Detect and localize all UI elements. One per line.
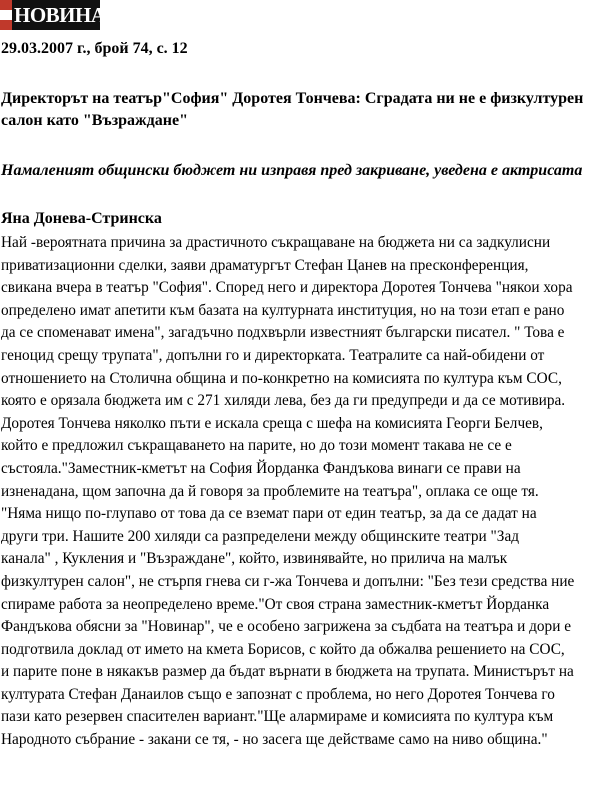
body-line: състояла."Заместник-кметът на София Йорданка Фандъкова винаги се прави на <box>1 459 521 477</box>
body-line: "Няма нищо по-глупаво от това да се вземат пари от един театър, за да се дадат на <box>1 505 537 523</box>
body-line: спираме работа за неопределено време."От своя страна заместник-кметът Йорданка <box>1 595 550 613</box>
article-subtitle: Намаленият общински бюджет ни изправя пред закриване, уведена е актрисата <box>1 162 583 179</box>
body-line: културата Стефан Данаилов също е запознат с проблема, но него Доротея Тончева го <box>1 685 555 703</box>
body-line: който е предложил съкращаването на парите, но до този момент такава не се е <box>1 437 512 455</box>
article-author: Яна Донева-Стринска <box>1 210 162 227</box>
body-line: определено имат апетити към базата на културната институция, но на този етап е рано <box>1 301 565 319</box>
body-line: канала" , Кукления и "Възраждане", който, извинявайте, но прилича на малък <box>1 550 508 568</box>
body-line: пази като резервен спасителен вариант."Ще алармираме и комисията по култура към <box>1 708 554 726</box>
flag-stripe-icon <box>0 0 12 30</box>
body-line: геноцид срещу трупата", допълни го и директорката. Театралите са най-обидени от <box>1 346 545 364</box>
body-line: отношението на Столична община и по-конкретно на комисията по култура към СОС, <box>1 369 562 387</box>
newspaper-logo <box>0 0 118 30</box>
body-line: физкултурен салон", не стърпя гнева си г-жа Тончева и допълни: "Без тези средства ние <box>1 572 575 590</box>
article-body <box>1 232 600 752</box>
body-line: други три. Нашите 200 хиляди са разпределени между общинските театри "Зад <box>1 527 520 545</box>
article-headline: Директорът на театър"София" Доротея Тончева: Сградата ни не е физкултурен салон като "Възраждане" <box>1 90 584 129</box>
body-line: която е орязала бюджета им с 271 хиляди лева, без да ги предупреди и да се мотивира. <box>1 392 566 410</box>
body-line: Най -вероятната причина за драстичното съкращаване на бюджета ни са задкулисни <box>1 234 551 251</box>
body-line: и парите поне в някакъв размер да бъдат върнати в бюджета на трупата. Министърът на <box>1 663 574 681</box>
body-line: Народното събрание - закани се тя, - но засега ще действаме само на ниво община." <box>1 731 548 749</box>
logo-text: НОВИНАР <box>14 3 118 27</box>
body-line: изненадана, щом започна да й говоря за проблемите на театъра", оплака се още тя. <box>1 482 539 500</box>
body-line: подготвила доклад от името на кмета Борисов, с който да обжалва решението на СОС, <box>1 640 565 658</box>
body-line: да се споменават имена", загадъчно подхвърли известният български писател. " Това е <box>1 324 565 342</box>
body-line: Доротея Тончева няколко пъти е искала среща с шефа на комисията Георги Белчев, <box>1 414 543 432</box>
body-line: свикана вчера в театър "София". Според него и директора Доротея Тончева "някои хора <box>1 279 573 297</box>
body-line: Фандъкова обясни за "Новинар", че е особено загрижена за съдбата на театъра и дори е <box>1 618 572 636</box>
body-line: приватизационни сделки, заяви драматургът Стефан Цанев на пресконференция, <box>1 256 529 274</box>
issue-info: 29.03.2007 г., брой 74, с. 12 <box>1 40 188 57</box>
